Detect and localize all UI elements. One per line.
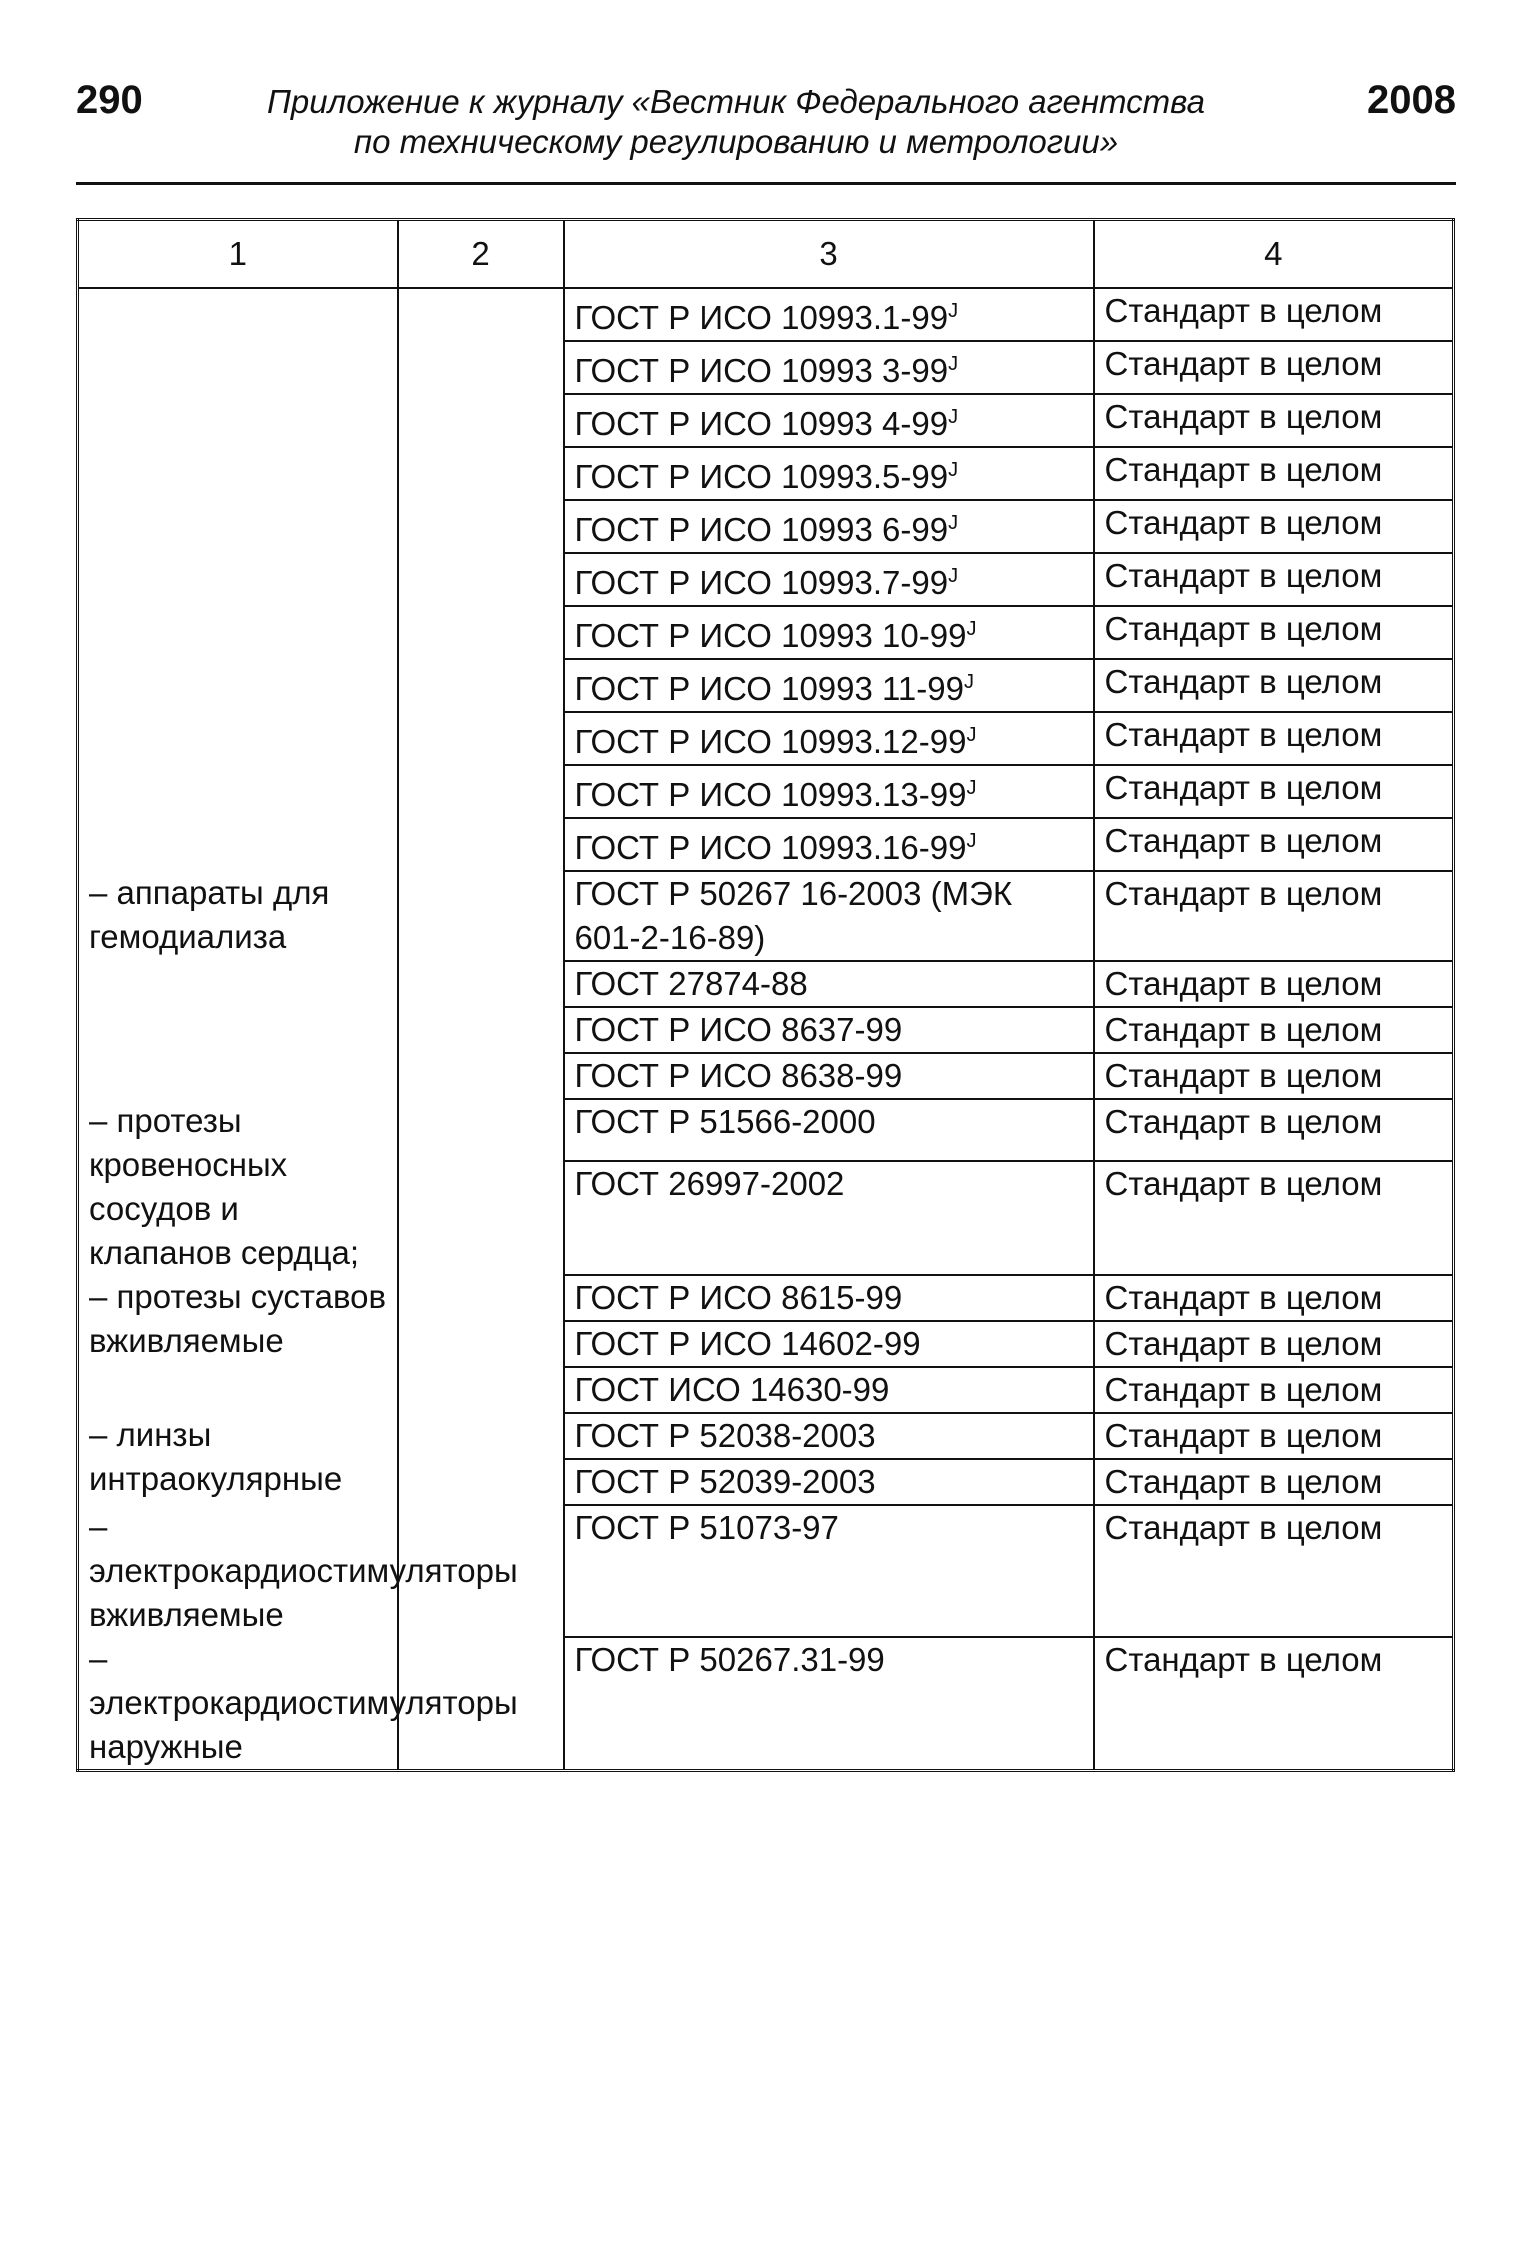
scope-cell: Стандарт в целом — [1094, 712, 1454, 765]
scope-cell: Стандарт в целом — [1094, 341, 1454, 394]
column-header: 1 — [78, 220, 398, 289]
footnote-mark: J — [948, 512, 959, 534]
scope-cell: Стандарт в целом — [1094, 871, 1454, 961]
column-header: 2 — [398, 220, 564, 289]
journal-title — [176, 82, 1296, 162]
gost-designation: ГОСТ Р ИСО 10993.7-99 — [574, 564, 949, 601]
column-2-cell — [398, 871, 564, 1099]
scope-cell: Стандарт в целом — [1094, 1505, 1454, 1637]
journal-title-line-1: Приложение к журналу «Вестник Федерального агентства — [266, 83, 1206, 120]
scope-cell: Стандарт в целом — [1094, 1413, 1454, 1459]
gost-designation: ГОСТ Р ИСО 10993 10-99 — [574, 617, 967, 654]
gost-cell — [564, 961, 1094, 1007]
gost-cell — [564, 712, 1094, 765]
scope-cell: Стандарт в целом — [1094, 394, 1454, 447]
gost-designation: ГОСТ Р ИСО 10993.1-99 — [574, 299, 949, 336]
gost-designation: ГОСТ Р ИСО 8638-99 — [574, 1057, 903, 1094]
gost-cell — [564, 1099, 1094, 1161]
gost-designation: ГОСТ Р 51566-2000 — [574, 1103, 876, 1140]
gost-cell — [564, 1459, 1094, 1505]
scope-cell: Стандарт в целом — [1094, 447, 1454, 500]
gost-cell — [564, 871, 1094, 961]
header-divider — [76, 182, 1456, 185]
gost-cell — [564, 606, 1094, 659]
gost-designation: ГОСТ Р ИСО 10993 11-99 — [574, 670, 964, 707]
gost-designation: ГОСТ Р 52038-2003 — [574, 1417, 876, 1454]
scope-cell: Стандарт в целом — [1094, 553, 1454, 606]
scope-cell: Стандарт в целом — [1094, 1275, 1454, 1321]
footnote-mark: J — [966, 830, 977, 852]
footnote-mark: J — [963, 671, 974, 693]
gost-cell — [564, 394, 1094, 447]
scope-cell: Стандарт в целом — [1094, 1161, 1454, 1275]
scope-cell: Стандарт в целом — [1094, 1007, 1454, 1053]
gost-designation: ГОСТ Р 50267 16-2003 (МЭК 601-2-16-89) — [574, 875, 1013, 956]
year: 2008 — [1367, 78, 1456, 122]
category-cell: – линзы интраокулярные — [78, 1413, 398, 1505]
scope-cell: Стандарт в целом — [1094, 1637, 1454, 1771]
scope-cell: Стандарт в целом — [1094, 1459, 1454, 1505]
table-row — [78, 1505, 1454, 1637]
gost-designation: ГОСТ Р ИСО 10993 4-99 — [574, 405, 949, 442]
table-body — [78, 288, 1454, 1771]
footnote-mark: J — [948, 353, 959, 375]
page-number: 290 — [76, 78, 143, 122]
column-header: 4 — [1094, 220, 1454, 289]
footnote-mark: J — [966, 724, 977, 746]
column-2-cell — [398, 1413, 564, 1505]
scope-cell: Стандарт в целом — [1094, 1099, 1454, 1161]
gost-designation: ГОСТ ИСО 14630-99 — [574, 1371, 890, 1408]
gost-designation: ГОСТ Р 51073-97 — [574, 1509, 839, 1546]
column-header: 3 — [564, 220, 1094, 289]
category-cell: – протезы суставов вживляемые — [78, 1275, 398, 1413]
gost-cell — [564, 818, 1094, 871]
scope-cell: Стандарт в целом — [1094, 1367, 1454, 1413]
gost-designation: ГОСТ Р ИСО 10993.16-99 — [574, 829, 967, 866]
gost-cell — [564, 1007, 1094, 1053]
gost-cell — [564, 1321, 1094, 1367]
gost-cell — [564, 447, 1094, 500]
footnote-mark: J — [948, 300, 959, 322]
scope-cell: Стандарт в целом — [1094, 1053, 1454, 1099]
gost-designation: ГОСТ Р ИСО 10993.5-99 — [574, 458, 949, 495]
footnote-mark: J — [948, 406, 959, 428]
gost-cell — [564, 1505, 1094, 1637]
table-row — [78, 1413, 1454, 1459]
scope-cell: Стандарт в целом — [1094, 818, 1454, 871]
gost-designation: ГОСТ Р 52039-2003 — [574, 1463, 876, 1500]
gost-cell — [564, 1275, 1094, 1321]
column-2-cell — [398, 288, 564, 871]
gost-cell — [564, 1053, 1094, 1099]
category-cell: – электрокардиостимуляторы наружные — [78, 1637, 398, 1771]
scope-cell: Стандарт в целом — [1094, 500, 1454, 553]
gost-designation: ГОСТ Р ИСО 10993 3-99 — [574, 352, 949, 389]
table-row — [78, 1275, 1454, 1321]
gost-cell — [564, 659, 1094, 712]
gost-designation: ГОСТ Р ИСО 14602-99 — [574, 1325, 921, 1362]
category-cell: – электрокардиостимуляторы вживляемые — [78, 1505, 398, 1637]
gost-cell — [564, 500, 1094, 553]
gost-designation: ГОСТ Р ИСО 10993 6-99 — [574, 511, 949, 548]
table-row — [78, 1099, 1454, 1161]
gost-designation: ГОСТ Р ИСО 8615-99 — [574, 1279, 903, 1316]
table-header-row — [78, 220, 1454, 289]
table-row — [78, 288, 1454, 341]
gost-designation: ГОСТ Р ИСО 8637-99 — [574, 1011, 903, 1048]
gost-cell — [564, 1161, 1094, 1275]
column-2-cell — [398, 1275, 564, 1413]
standards-table — [76, 218, 1455, 1772]
footnote-mark: J — [966, 777, 977, 799]
column-2-cell — [398, 1099, 564, 1275]
scope-cell: Стандарт в целом — [1094, 765, 1454, 818]
journal-title-line-2: по техническому регулированию и метрологии» — [353, 123, 1119, 160]
footnote-mark: J — [948, 565, 959, 587]
gost-designation: ГОСТ 27874-88 — [574, 965, 808, 1002]
gost-designation: ГОСТ Р 50267.31-99 — [574, 1641, 885, 1678]
scope-cell: Стандарт в целом — [1094, 288, 1454, 341]
gost-cell — [564, 1637, 1094, 1771]
category-cell: – протезы кровеносных сосудов и клапанов сердца; — [78, 1099, 398, 1275]
page-header — [76, 72, 1456, 192]
gost-cell — [564, 553, 1094, 606]
gost-cell — [564, 1413, 1094, 1459]
scope-cell: Стандарт в целом — [1094, 1321, 1454, 1367]
scope-cell: Стандарт в целом — [1094, 606, 1454, 659]
gost-designation: ГОСТ Р ИСО 10993.13-99 — [574, 776, 967, 813]
table-row — [78, 871, 1454, 961]
gost-cell — [564, 1367, 1094, 1413]
footnote-mark: J — [966, 618, 977, 640]
scope-cell: Стандарт в целом — [1094, 961, 1454, 1007]
gost-cell — [564, 288, 1094, 341]
gost-designation: ГОСТ 26997-2002 — [574, 1165, 845, 1203]
scope-cell: Стандарт в целом — [1094, 659, 1454, 712]
category-cell: – аппараты для гемодиализа — [78, 871, 398, 1099]
gost-cell — [564, 765, 1094, 818]
footnote-mark: J — [948, 459, 959, 481]
table-row — [78, 1637, 1454, 1771]
gost-designation: ГОСТ Р ИСО 10993.12-99 — [574, 723, 967, 760]
gost-cell — [564, 341, 1094, 394]
category-cell — [78, 288, 398, 871]
